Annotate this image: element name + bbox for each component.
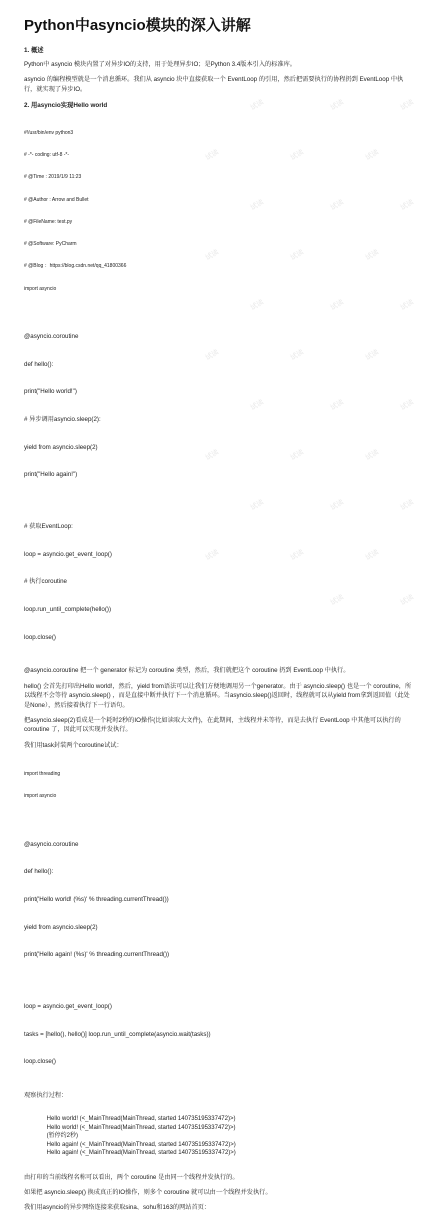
code-line: tasks = [hello(), hello()] loop.run_until_complete(asyncio.wait(tasks)) xyxy=(24,1030,211,1038)
watermark: 试读 xyxy=(248,298,266,312)
watermark: 试读 xyxy=(288,548,306,562)
code-line: # @Author : Arrow and Bullet xyxy=(24,196,89,203)
code-line: def hello(): xyxy=(24,868,54,876)
code-line: yield from asyncio.sleep(2) xyxy=(24,923,98,931)
code-line: print('Hello world! (%s)' % threading.currentThread()) xyxy=(24,896,169,904)
watermark: 试读 xyxy=(248,98,266,112)
code-line: @asyncio.coroutine xyxy=(24,333,79,341)
code-block-import xyxy=(24,756,412,815)
code-block-tasks xyxy=(24,984,412,1085)
watermark: 试读 xyxy=(288,448,306,462)
paragraph: hello() 会首先打印出Hello world!，然后，yield from语法可以让我们方便地调用另一个generator。由于 asyncio.sleep() 也是一个 coroutine，所以线程不会等待 asyncio.sleep() ，而是直接中断并执行下一个消息循环。当asyncio.sleep()返回时，线程就可以从yield from拿到返回值（此处是None），然后接着执行下一行语句。 xyxy=(24,682,412,709)
code-line: # @FileName: test.py xyxy=(24,218,73,225)
watermark: 试读 xyxy=(398,498,416,512)
paragraph: @asyncio.coroutine 把一个 generator 标记为 coroutine 类型，然后，我们就把这个 coroutine 扔到 EventLoop 中执行。 xyxy=(24,667,350,675)
watermark: 试读 xyxy=(248,398,266,412)
paragraph: 我们用asyncio的异步网络连接来获取sina、sohu和163的网站首页： xyxy=(24,1204,211,1212)
code-block-thread xyxy=(24,821,412,977)
watermark: 试读 xyxy=(398,198,416,212)
watermark: 试读 xyxy=(203,148,221,162)
watermark: 试读 xyxy=(363,448,381,462)
paragraph: 观察执行过程： xyxy=(24,1092,68,1100)
watermark: 试读 xyxy=(203,548,221,562)
code-line: # @Time : 2019/1/9 11:23 xyxy=(24,174,82,181)
watermark: 试读 xyxy=(398,398,416,412)
watermark: 试读 xyxy=(398,298,416,312)
paragraph: 如果把 asyncio.sleep() 换成真正的IO操作，则多个 coroutine 就可以由一个线程并发执行。 xyxy=(24,1189,272,1197)
code-line: loop.close() xyxy=(24,633,56,641)
watermark: 试读 xyxy=(203,448,221,462)
paragraph: asyncio 的编程模型就是一个消息循环。我们从 asyncio 块中直接获取一个 EventLoop 的引用，然后把需要执行的协程扔到 EventLoop 中执行，就实现了异步IO。 xyxy=(24,76,404,93)
code-line: # 获取EventLoop: xyxy=(24,523,73,531)
watermark: 试读 xyxy=(363,348,381,362)
code-line: # @Blog ：https://blog.csdn.net/qq_41800366 xyxy=(24,263,127,270)
code-block-header xyxy=(24,115,412,308)
watermark: 试读 xyxy=(398,593,416,607)
watermark: 试读 xyxy=(363,148,381,162)
watermark: 试读 xyxy=(328,198,346,212)
watermark: 试读 xyxy=(288,148,306,162)
code-line: loop.run_until_complete(hello()) xyxy=(24,606,112,614)
paragraph: 由打印的当前线程名称可以看出，两个 coroutine 是由同一个线程并发执行的。 xyxy=(24,1173,239,1181)
watermark: 试读 xyxy=(288,348,306,362)
watermark: 试读 xyxy=(328,593,346,607)
code-line: import asyncio xyxy=(24,285,57,292)
watermark: 试读 xyxy=(363,248,381,262)
section-heading-hello-world: 2. 用asyncio实现Hello world xyxy=(24,102,108,110)
watermark: 试读 xyxy=(398,98,416,112)
paragraph: 我们用task封装两个coroutine试试： xyxy=(24,741,123,749)
output-line: Hello again! (<_MainThread(MainThread, started 140735195337472)>) xyxy=(46,1150,236,1157)
code-line: import asyncio xyxy=(24,793,57,800)
output-line: (暂停约2秒) xyxy=(46,1133,79,1140)
paragraph: Python中 asyncio 模块内置了对异步IO的支持，用于处理异步IO；是Python 3.4版本引入的标准库。 xyxy=(24,61,296,68)
watermark: 试读 xyxy=(288,248,306,262)
code-block-loop xyxy=(24,504,412,660)
code-line: loop = asyncio.get_event_loop() xyxy=(24,1003,112,1011)
output-block xyxy=(40,1106,412,1166)
code-line: # 执行coroutine xyxy=(24,578,67,586)
section-heading-overview: 1. 概述 xyxy=(24,47,44,54)
code-line: # -*- coding: utf-8 -*- xyxy=(24,152,70,159)
output-line: Hello again! (<_MainThread(MainThread, started 140735195337472)>) xyxy=(46,1141,236,1148)
code-line: print("Hello world!") xyxy=(24,388,77,396)
watermark: 试读 xyxy=(203,248,221,262)
code-line: # @Software: PyCharm xyxy=(24,241,77,248)
watermark: 试读 xyxy=(328,398,346,412)
watermark: 试读 xyxy=(328,498,346,512)
code-line: @asyncio.coroutine xyxy=(24,840,79,848)
code-line: loop = asyncio.get_event_loop() xyxy=(24,550,112,558)
code-block-hello xyxy=(24,314,412,498)
code-line: loop.close() xyxy=(24,1058,56,1066)
watermark: 试读 xyxy=(328,98,346,112)
code-line: #!/usr/bin/env python3 xyxy=(24,130,74,137)
code-line: # 异步调用asyncio.sleep(2): xyxy=(24,416,101,424)
watermark: 试读 xyxy=(248,198,266,212)
page-title: Python中asyncio模块的深入讲解 xyxy=(24,17,251,34)
watermark: 试读 xyxy=(248,498,266,512)
output-line: Hello world! (<_MainThread(MainThread, started 140735195337472)>) xyxy=(46,1116,236,1123)
code-line: print("Hello again!") xyxy=(24,471,78,479)
watermark: 试读 xyxy=(328,298,346,312)
paragraph: 把asyncio.sleep(2)看成是一个耗时2秒的IO操作(比如读取大文件)，在此期间，主线程并未等待，而是去执行 EventLoop 中其他可以执行的 coroutine 了，因此可以实现并发执行。 xyxy=(24,716,401,734)
code-line: def hello(): xyxy=(24,360,54,368)
code-line: yield from asyncio.sleep(2) xyxy=(24,443,98,451)
watermark: 试读 xyxy=(203,348,221,362)
code-line: import threading xyxy=(24,770,61,777)
output-line: Hello world! (<_MainThread(MainThread, started 140735195337472)>) xyxy=(46,1124,236,1131)
code-line: print('Hello again! (%s)' % threading.currentThread()) xyxy=(24,951,170,959)
watermark: 试读 xyxy=(363,548,381,562)
